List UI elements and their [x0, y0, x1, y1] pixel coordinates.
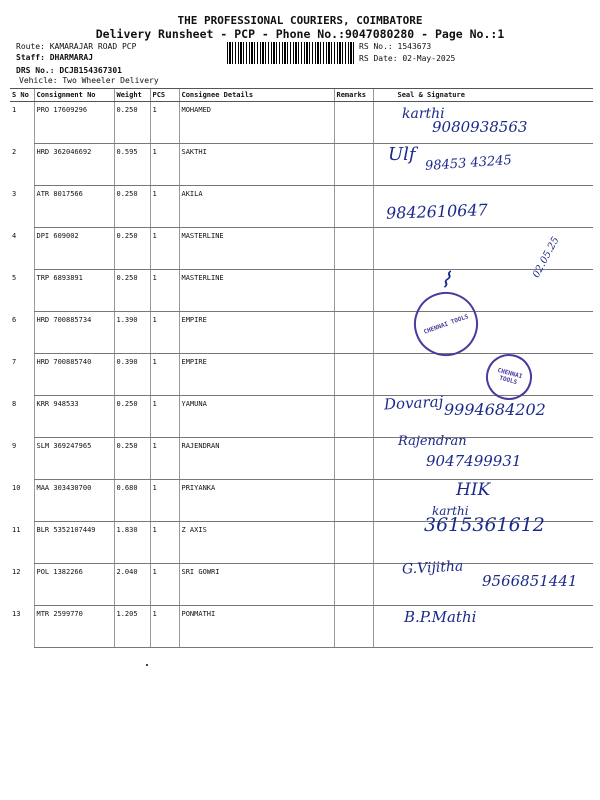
cell-pcs: 1: [150, 144, 179, 186]
runsheet-subtitle: Delivery Runsheet - PCP - Phone No.:9047080280 - Page No.:1: [95, 27, 505, 41]
stamp-text: CHENNAI TOOLS: [496, 366, 524, 387]
cell-pcs: 1: [150, 354, 179, 396]
signature-row-11-phone: 3615361612: [424, 514, 545, 536]
cell-consignment: HRD 700885734: [34, 312, 114, 354]
cell-sno: 7: [12, 357, 17, 366]
cell-consignment: MAA 303430700: [34, 480, 114, 522]
cell-consignee: PONMATHI: [179, 606, 334, 648]
cell-consignment: HRD 700885740: [34, 354, 114, 396]
signature-row-5-mark: ⌇: [438, 267, 453, 294]
cell-signature: [373, 312, 593, 354]
rs-date-label: RS Date: 02-May-2025: [359, 54, 456, 63]
cell-remarks: [334, 144, 373, 186]
cell-consignment: PRO 17609296: [34, 102, 114, 144]
cell-weight: 0.250: [114, 228, 150, 270]
cell-consignee: EMPIRE: [179, 354, 334, 396]
col-header-pcs: PCS: [150, 89, 179, 102]
signature-row-9-phone: 9047499931: [426, 452, 522, 470]
cell-pcs: 1: [150, 102, 179, 144]
cell-weight: 0.680: [114, 480, 150, 522]
cell-pcs: 1: [150, 312, 179, 354]
cell-remarks: [334, 102, 373, 144]
cell-weight: 1.830: [114, 522, 150, 564]
cell-weight: 1.390: [114, 312, 150, 354]
cell-remarks: [334, 480, 373, 522]
signature-row-3: 9842610647: [385, 200, 489, 223]
cell-consignee: EMPIRE: [179, 312, 334, 354]
cell-sno: 6: [12, 315, 17, 324]
cell-remarks: [334, 396, 373, 438]
staff-label: Staff: DHARMARAJ: [16, 53, 94, 62]
cell-sno: 8: [12, 399, 17, 408]
cell-pcs: 1: [150, 438, 179, 480]
signature-row-9-name: Rajendran: [398, 434, 467, 449]
cell-remarks: [334, 522, 373, 564]
table-row: [10, 228, 593, 270]
col-header-weight: Weight: [114, 89, 150, 102]
cell-consignment: DPI 609002: [34, 228, 114, 270]
cell-consignee: MASTERLINE: [179, 228, 334, 270]
cell-weight: 0.250: [114, 396, 150, 438]
stamp-text: CHENNAI TOOLS: [422, 312, 470, 336]
cell-pcs: 1: [150, 396, 179, 438]
cell-pcs: 1: [150, 564, 179, 606]
cell-remarks: [334, 270, 373, 312]
cell-signature: [373, 270, 593, 312]
cell-sno: 11: [12, 525, 21, 534]
table-header-row: [10, 89, 593, 102]
cell-pcs: 1: [150, 480, 179, 522]
cell-pcs: 1: [150, 186, 179, 228]
cell-pcs: 1: [150, 522, 179, 564]
col-header-consignment: Consignment No: [34, 89, 114, 102]
col-header-remarks: Remarks: [334, 89, 373, 102]
col-header-consignee: Consignee Details: [179, 89, 334, 102]
cell-consignee: MASTERLINE: [179, 270, 334, 312]
signature-row-12-name: G.Vijitha: [401, 558, 464, 578]
cell-sno: 12: [12, 567, 21, 576]
barcode: [227, 42, 354, 64]
drs-label: DRS No.: DCJB154367301: [16, 66, 122, 75]
cell-consignee: SRI GOWRI: [179, 564, 334, 606]
cell-sno: 10: [12, 483, 21, 492]
cell-weight: 0.595: [114, 144, 150, 186]
cell-pcs: 1: [150, 228, 179, 270]
cell-sno: 9: [12, 441, 17, 450]
col-header-sno: S No: [10, 89, 34, 102]
cell-remarks: [334, 606, 373, 648]
cell-weight: 0.250: [114, 186, 150, 228]
ink-dot: [146, 664, 148, 666]
cell-remarks: [334, 312, 373, 354]
company-title: THE PROFESSIONAL COURIERS, COIMBATORE: [177, 14, 423, 27]
cell-sno: 4: [12, 231, 17, 240]
cell-consignee: SAKTHI: [179, 144, 334, 186]
cell-consignment: ATR 8017566: [34, 186, 114, 228]
cell-weight: 0.250: [114, 270, 150, 312]
cell-consignment: HRD 362046692: [34, 144, 114, 186]
cell-sno: 5: [12, 273, 17, 282]
col-header-signature: Seal & Signature: [373, 89, 593, 102]
cell-consignment: MTR 2599770: [34, 606, 114, 648]
cell-sno: 1: [12, 106, 17, 114]
cell-remarks: [334, 564, 373, 606]
cell-signature: [373, 354, 593, 396]
cell-remarks: [334, 186, 373, 228]
cell-sno: 3: [12, 189, 17, 198]
table-row: [10, 606, 593, 648]
signature-row-13: B.P.Mathi: [404, 608, 477, 626]
cell-consignment: BLR 5352107449: [34, 522, 114, 564]
cell-weight: 2.040: [114, 564, 150, 606]
cell-remarks: [334, 438, 373, 480]
cell-consignee: Z AXIS: [179, 522, 334, 564]
vehicle-label: Vehicle: Two Wheeler Delivery: [19, 76, 159, 85]
signature-row-11-name: karthi: [432, 504, 469, 518]
signature-row-12-phone: 9566851441: [482, 572, 578, 590]
signature-row-2-name: Ulf: [388, 144, 416, 165]
cell-consignment: SLM 369247965: [34, 438, 114, 480]
cell-remarks: [334, 354, 373, 396]
signature-row-8-phone: 9994684202: [444, 400, 546, 419]
cell-consignee: AKILA: [179, 186, 334, 228]
cell-consignee: RAJENDRAN: [179, 438, 334, 480]
cell-weight: 0.390: [114, 354, 150, 396]
signature-row-1-name: karthi: [402, 106, 445, 122]
signature-row-1-phone: 9080938563: [432, 118, 528, 136]
signature-row-10: HIK: [456, 480, 491, 500]
signature-row-5-date: 02.05.25: [530, 235, 562, 280]
cell-sno: 2: [12, 147, 17, 156]
cell-consignee: PRIYANKA: [179, 480, 334, 522]
table-row: [10, 312, 593, 354]
route-label: Route: KAMARAJAR ROAD PCP: [16, 42, 137, 51]
cell-signature: [373, 228, 593, 270]
signature-row-8-name: Dovaraj: [383, 392, 444, 414]
table-row: [10, 270, 593, 312]
cell-weight: 0.250: [114, 102, 150, 144]
cell-weight: 1.205: [114, 606, 150, 648]
cell-pcs: 1: [150, 270, 179, 312]
cell-pcs: 1: [150, 606, 179, 648]
cell-consignee: MOHAMED: [179, 102, 334, 144]
cell-consignment: KRR 948533: [34, 396, 114, 438]
cell-consignment: TRP 6893891: [34, 270, 114, 312]
cell-weight: 0.250: [114, 438, 150, 480]
cell-remarks: [334, 228, 373, 270]
table-row: [10, 186, 593, 228]
cell-consignment: POL 1382266: [34, 564, 114, 606]
signature-row-2-phone: 98453 43245: [424, 152, 513, 175]
cell-sno: 13: [12, 609, 21, 618]
cell-consignee: YAMUNA: [179, 396, 334, 438]
rs-no-label: RS No.: 1543673: [359, 42, 432, 51]
